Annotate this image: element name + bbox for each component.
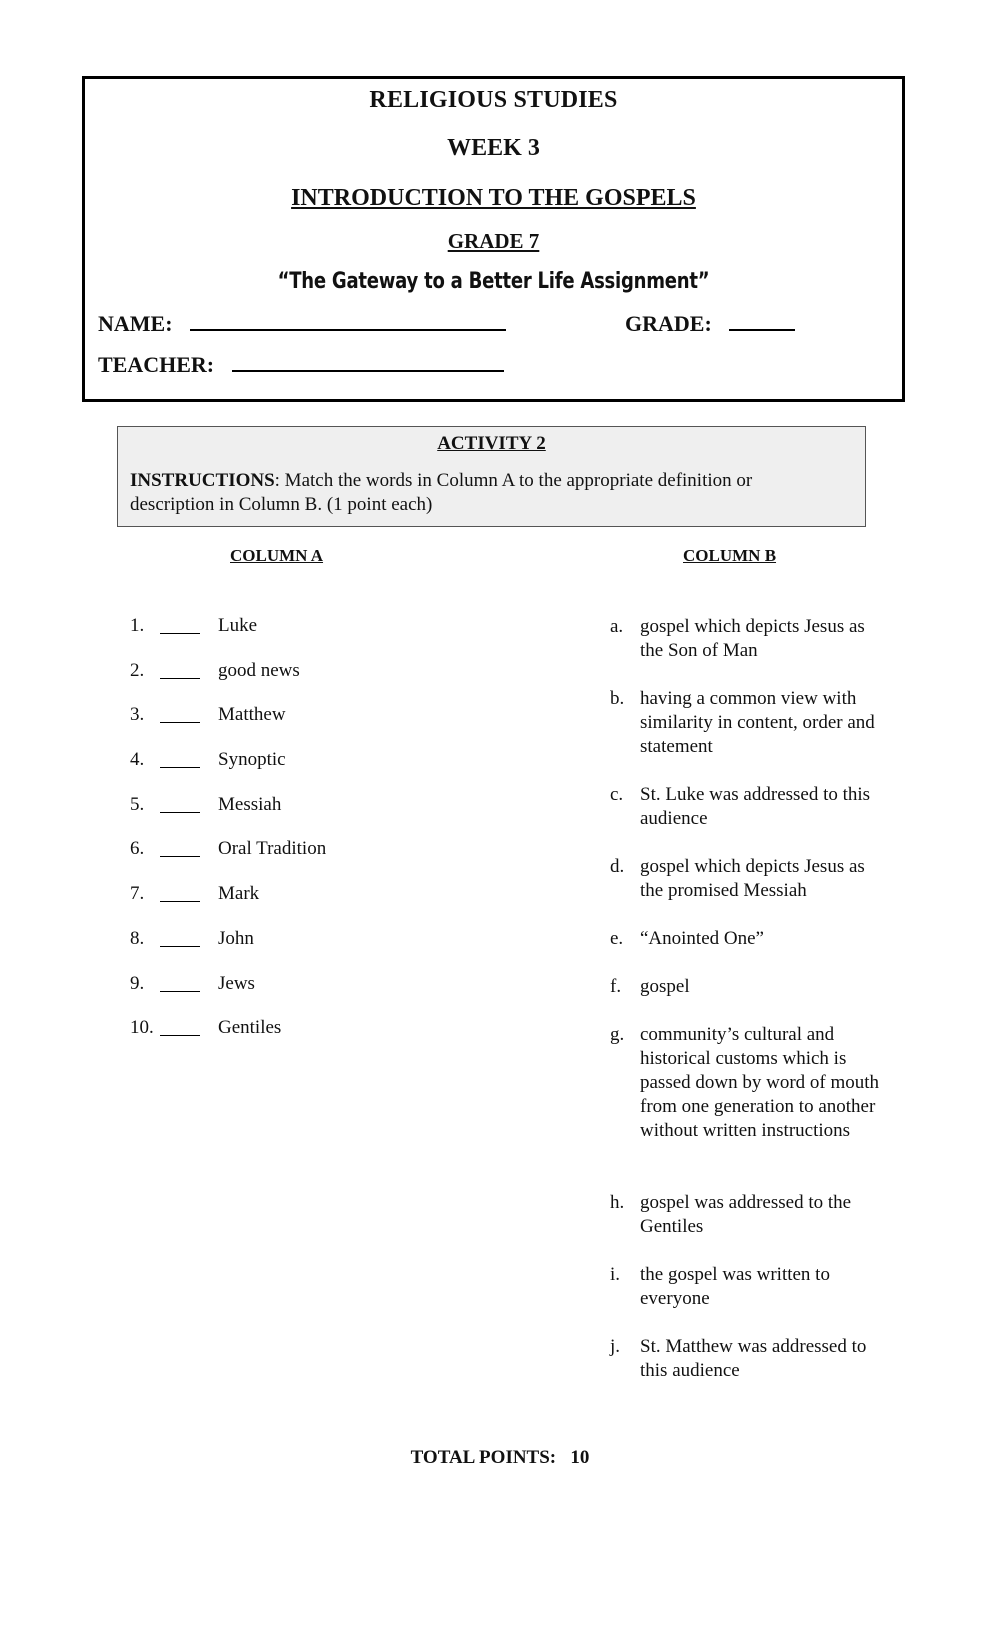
item-letter: j. [610, 1336, 621, 1357]
answer-blank[interactable] [160, 633, 200, 634]
week-label: WEEK 3 [447, 135, 540, 161]
item-word: Oral Tradition [218, 838, 327, 860]
item-number: 8. [130, 927, 145, 949]
item-definition: the gospel was written to everyone [640, 1264, 830, 1309]
answer-blank[interactable] [160, 812, 200, 813]
column-a-item [130, 883, 490, 928]
column-a-item [130, 1017, 490, 1062]
teacher-blank[interactable] [232, 352, 504, 372]
grade-label: GRADE: [625, 311, 712, 336]
item-word: good news [218, 659, 300, 681]
item-letter: b. [610, 688, 625, 709]
column-a-item [130, 660, 490, 705]
answer-blank[interactable] [160, 722, 200, 723]
item-definition: gospel which depicts Jesus as the promised Messiah [640, 856, 865, 901]
column-a-item [130, 704, 490, 749]
column-a-item [130, 749, 490, 794]
item-word: Luke [218, 615, 258, 636]
item-number: 6. [130, 838, 145, 860]
answer-blank[interactable] [160, 901, 200, 902]
answer-blank[interactable] [160, 856, 200, 857]
item-word: Matthew [218, 704, 286, 726]
instructions-label: INSTRUCTIONS [130, 470, 275, 491]
item-number: 5. [130, 793, 145, 815]
subject-title: RELIGIOUS STUDIES [369, 87, 618, 113]
item-number: 10. [130, 1017, 154, 1039]
grade-blank[interactable] [729, 311, 795, 331]
item-definition: community’s cultural and historical customs which is passed down by word of mouth from one generation to another without written instructions [640, 1024, 880, 1141]
item-definition: having a common view with similarity in content, order and statement [640, 688, 875, 757]
total-points [0, 1447, 1000, 1469]
topic-title: INTRODUCTION TO THE GOSPELS [291, 185, 696, 211]
instructions [130, 469, 805, 517]
item-definition: gospel [640, 976, 690, 997]
item-letter: f. [610, 976, 622, 997]
column-a-item [130, 615, 490, 660]
item-word: Mark [218, 883, 260, 905]
answer-blank[interactable] [160, 946, 200, 947]
item-number: 3. [130, 704, 145, 726]
item-word: Synoptic [218, 749, 286, 771]
answer-blank[interactable] [160, 991, 200, 992]
item-letter: e. [610, 928, 624, 949]
column-a-list [130, 615, 490, 1062]
column-a-item [130, 794, 490, 839]
item-word: Gentiles [218, 1017, 282, 1039]
name-blank[interactable] [190, 311, 506, 331]
instructions-text: : Match the words in Column A to the appropriate definition or description in Column B. (1 point each) [130, 470, 753, 515]
item-definition: St. Matthew was addressed to this audience [640, 1336, 867, 1381]
column-b-heading: COLUMN B [683, 546, 777, 565]
item-word: Messiah [218, 793, 282, 815]
item-letter: a. [610, 616, 624, 637]
answer-blank[interactable] [160, 678, 200, 679]
item-definition: gospel which depicts Jesus as the Son of Man [640, 616, 865, 661]
item-definition: St. Luke was addressed to this audience [640, 784, 871, 829]
item-number: 7. [130, 883, 145, 905]
total-points-label: TOTAL POINTS: [410, 1447, 557, 1468]
answer-blank[interactable] [160, 1035, 200, 1036]
grade-level: GRADE 7 [447, 229, 540, 253]
item-letter: i. [610, 1264, 621, 1285]
assignment-motto: “The Gateway to a Better Life Assignment” [277, 269, 710, 294]
worksheet-header [82, 76, 905, 402]
column-a-item [130, 973, 490, 1018]
total-points-value: 10 [570, 1447, 590, 1468]
item-letter: d. [610, 856, 625, 877]
item-number: 9. [130, 972, 145, 994]
item-number: 4. [130, 749, 145, 771]
name-label: NAME: [98, 311, 173, 336]
item-definition: gospel was addressed to the Gentiles [640, 1192, 852, 1237]
item-definition: “Anointed One” [640, 928, 764, 949]
grade-field [625, 311, 795, 337]
column-a-item [130, 838, 490, 883]
activity-title: ACTIVITY 2 [437, 433, 546, 454]
item-letter: h. [610, 1192, 625, 1213]
column-a-item [130, 928, 490, 973]
item-number: 1. [130, 615, 145, 636]
activity-box [117, 426, 866, 527]
answer-blank[interactable] [160, 767, 200, 768]
item-word: John [218, 927, 254, 949]
item-letter: g. [610, 1024, 625, 1045]
item-number: 2. [130, 659, 145, 681]
name-field [98, 311, 506, 337]
column-a-heading: COLUMN A [230, 546, 324, 565]
teacher-field [98, 352, 504, 378]
teacher-label: TEACHER: [98, 352, 215, 377]
item-letter: c. [610, 784, 624, 805]
item-word: Jews [218, 972, 255, 994]
